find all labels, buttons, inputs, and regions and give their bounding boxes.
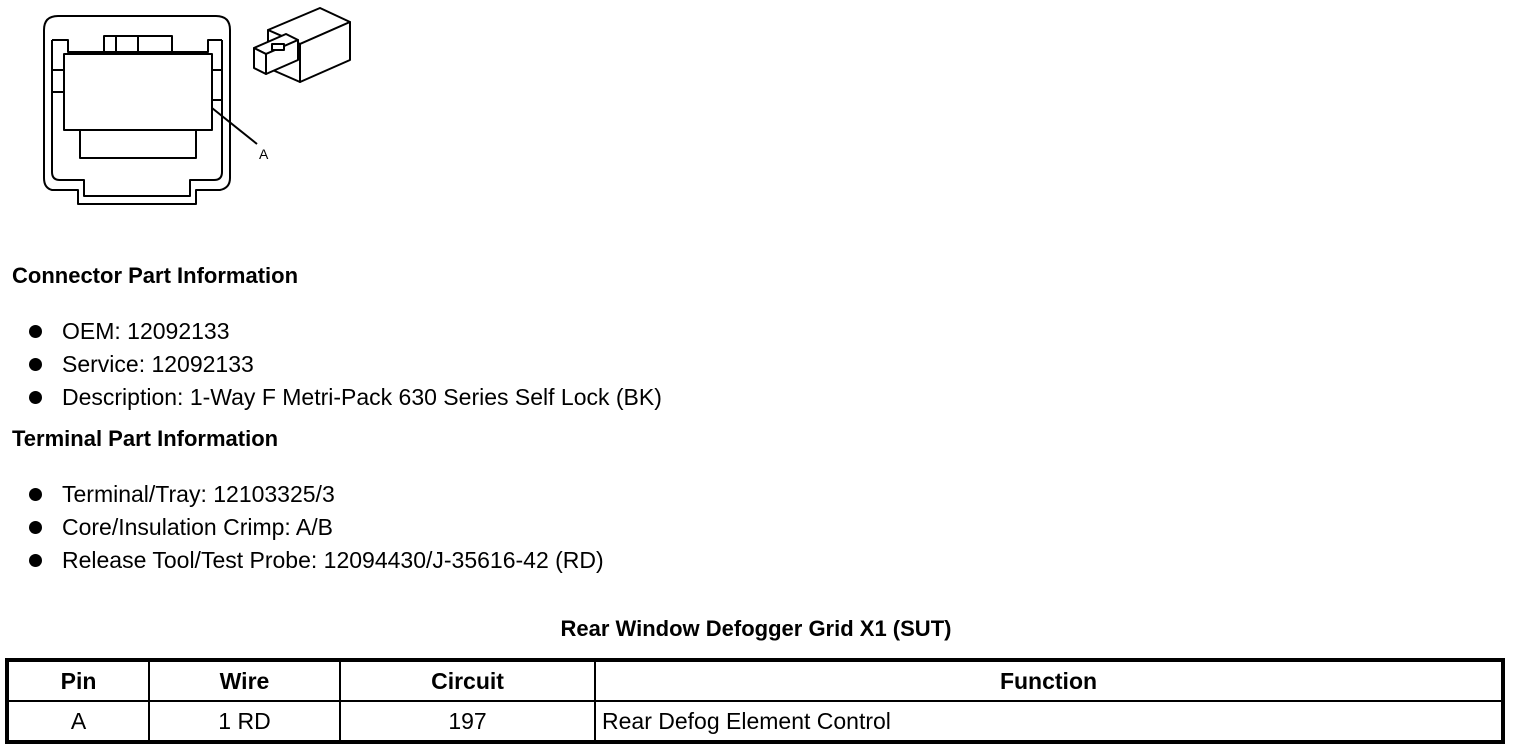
connector-diagram — [0, 0, 380, 220]
table-header-row — [7, 660, 1503, 701]
list-item: Core/Insulation Crimp: A/B — [26, 511, 604, 544]
pin-table-title: Rear Window Defogger Grid X1 (SUT) — [560, 616, 952, 641]
table-row — [7, 701, 1503, 742]
cell-wire: 1 RD — [149, 701, 340, 742]
column-header-function: Function — [595, 660, 1503, 701]
cell-pin: A — [7, 701, 149, 742]
column-header-circuit: Circuit — [340, 660, 595, 701]
terminal-part-info-list — [26, 478, 604, 577]
column-header-pin: Pin — [7, 660, 149, 701]
list-item: Service: 12092133 — [26, 348, 662, 381]
terminal-part-info-heading: Terminal Part Information — [12, 426, 279, 451]
callout-label-a: A — [259, 146, 269, 162]
list-item: OEM: 12092133 — [26, 315, 662, 348]
pin-table — [5, 658, 1505, 744]
list-item: Description: 1-Way F Metri-Pack 630 Series Self Lock (BK) — [26, 381, 662, 414]
connector-iso-icon — [254, 8, 350, 82]
list-item: Release Tool/Test Probe: 12094430/J-35616-42 (RD) — [26, 544, 604, 577]
column-header-wire: Wire — [149, 660, 340, 701]
cell-function: Rear Defog Element Control — [595, 701, 1503, 742]
connector-part-info-list — [26, 315, 662, 414]
connector-part-info-heading: Connector Part Information — [12, 263, 299, 288]
list-item: Terminal/Tray: 12103325/3 — [26, 478, 604, 511]
cell-circuit: 197 — [340, 701, 595, 742]
